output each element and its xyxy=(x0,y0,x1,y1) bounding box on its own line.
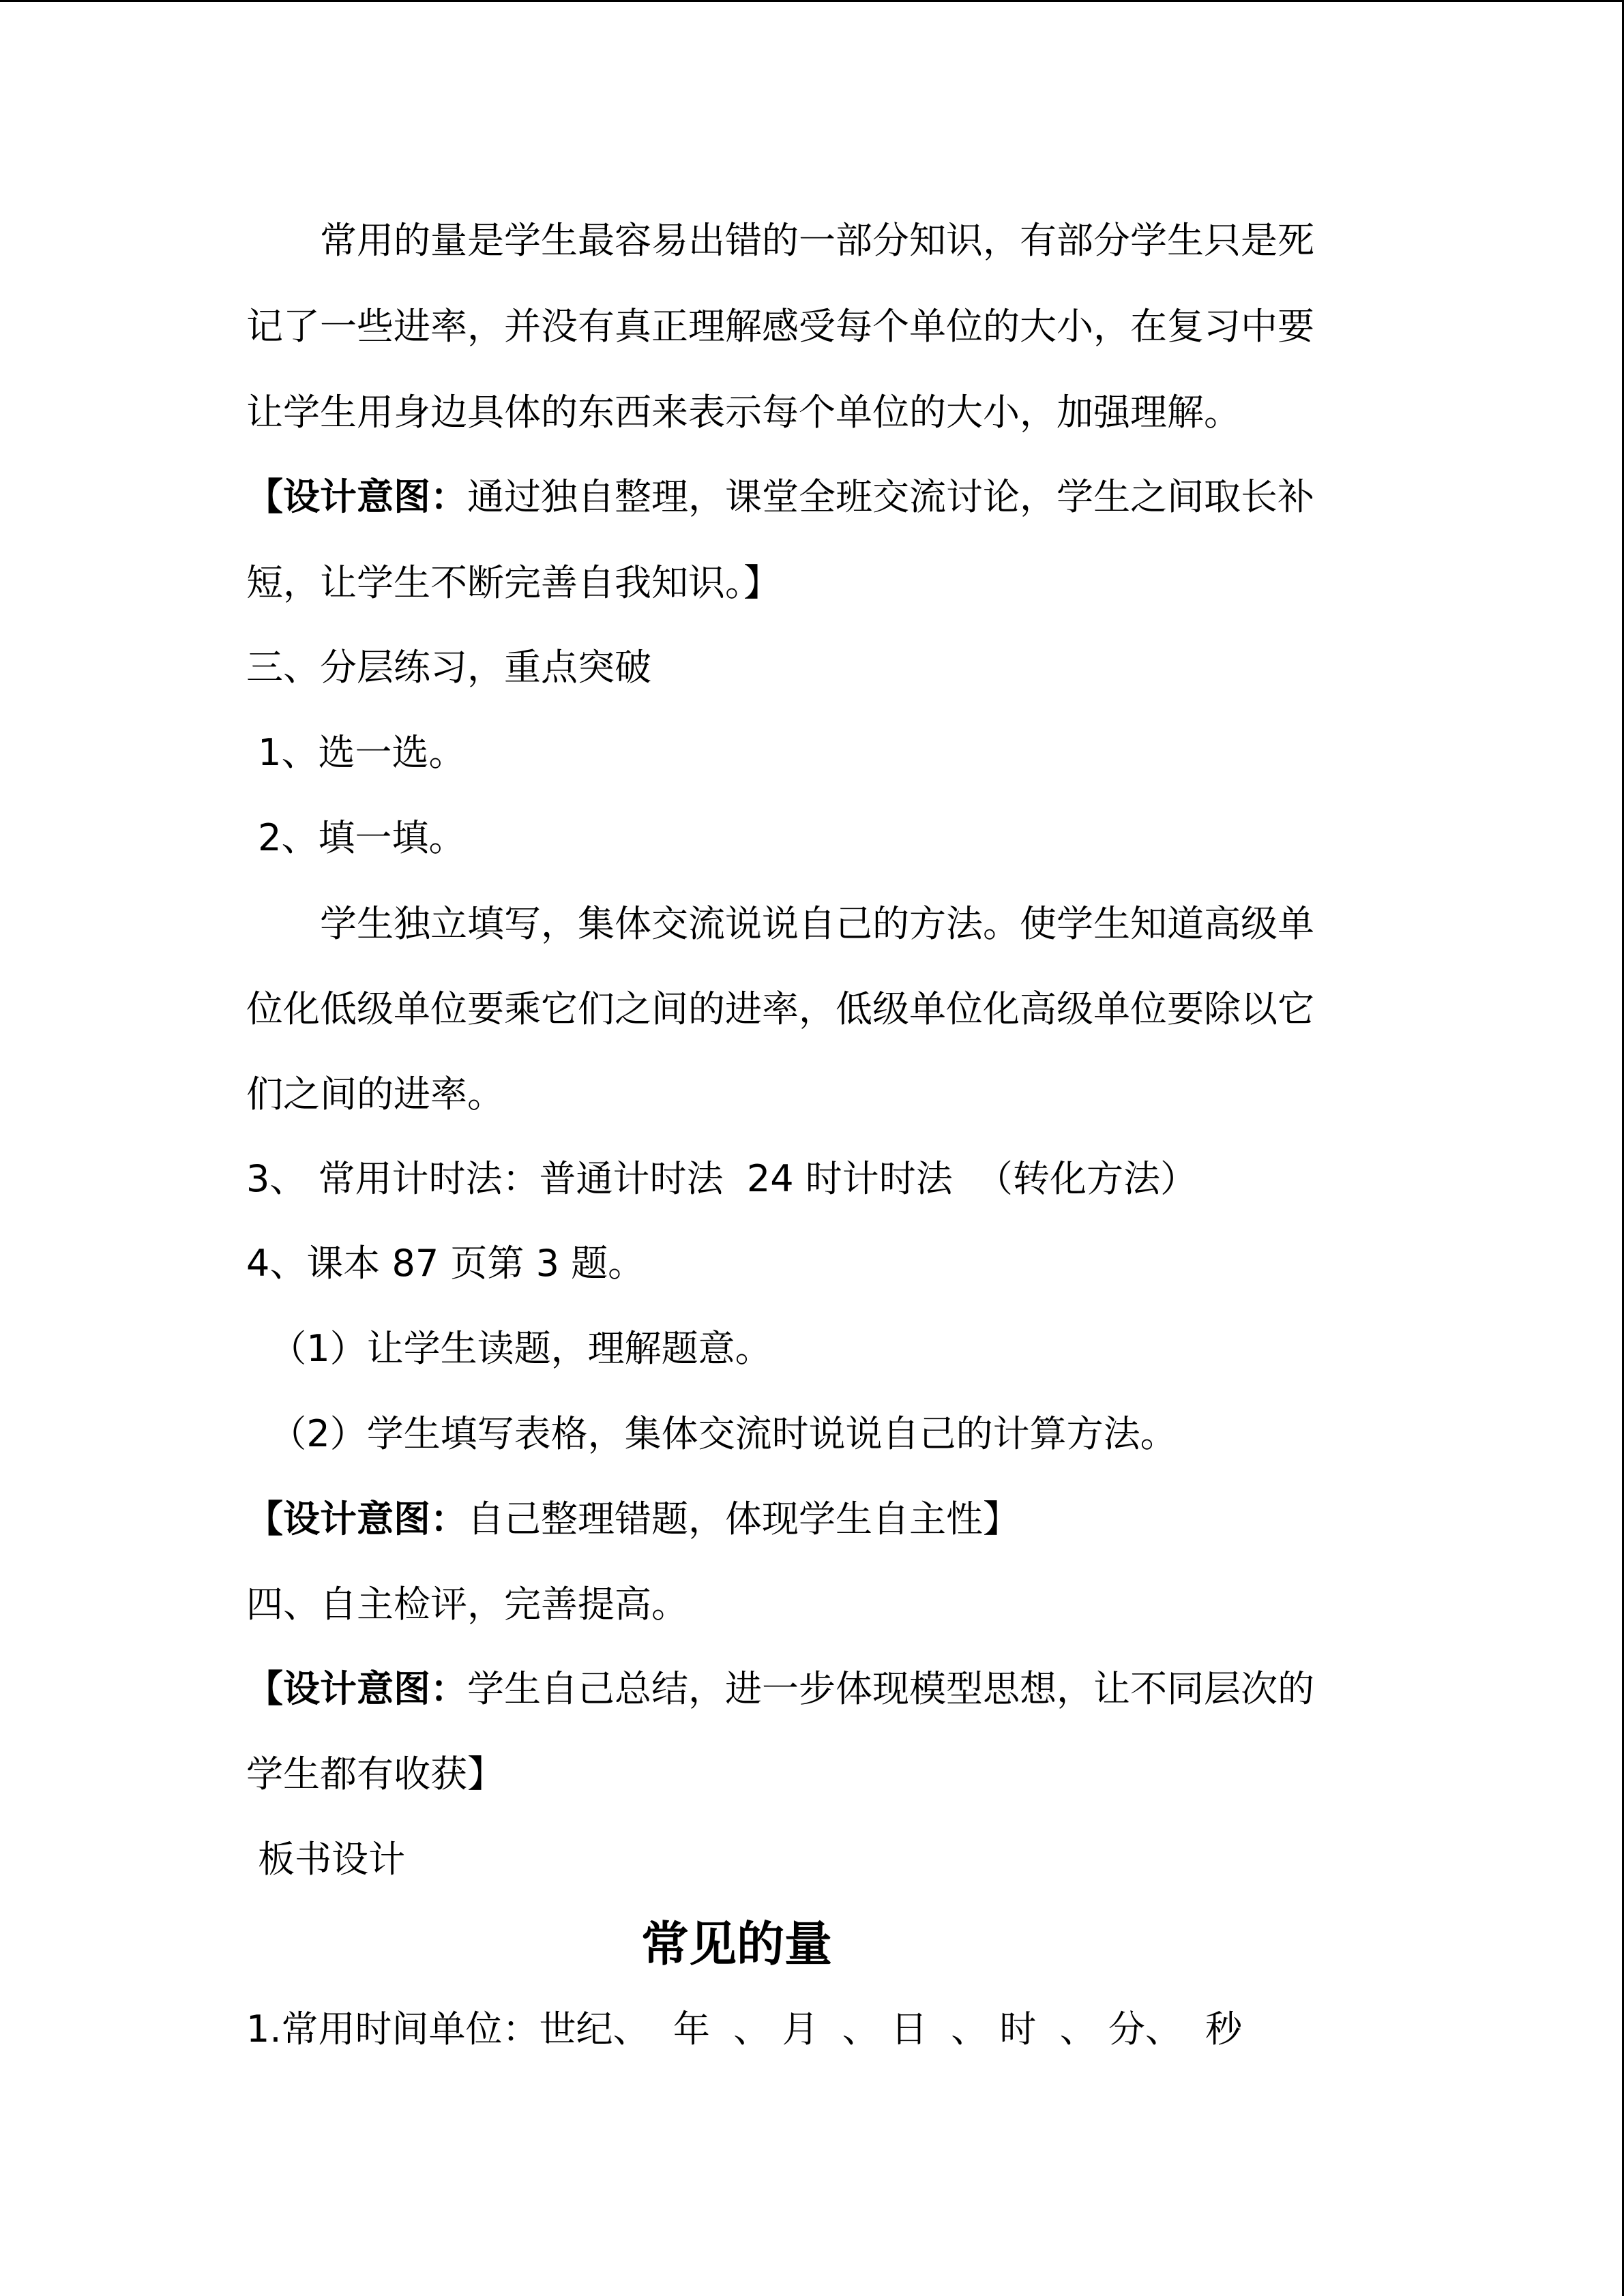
design-intent-label: 【设计意图： xyxy=(246,1667,467,1710)
section-heading: 三、分层练习，重点突破 xyxy=(246,646,651,689)
board-design-label: 板书设计 xyxy=(246,1838,406,1881)
design-intent-line xyxy=(246,1667,1365,1711)
list-item: 2、填一填。 xyxy=(246,816,466,859)
section-heading: 四、自主检评，完善提高。 xyxy=(246,1583,688,1626)
paragraph-line: 记了一些进率，并没有真正理解感受每个单位的大小，在复习中要 xyxy=(246,305,1314,348)
design-intent-text: 自己整理错题，体现学生自主性】 xyxy=(467,1497,1020,1540)
design-intent-line xyxy=(246,1497,1365,1541)
design-intent-label: 【设计意图： xyxy=(246,1497,467,1540)
design-intent-text: 学生自己总结，进一步体现模型思想，让不同层次的 xyxy=(467,1667,1314,1710)
design-intent-line: 短，让学生不断完善自我知识。】 xyxy=(246,561,780,604)
paragraph-line: 位化低级单位要乘它们之间的进率，低级单位化高级单位要除以它 xyxy=(246,987,1314,1030)
paragraph-line: 让学生用身边具体的东西来表示每个单位的大小，加强理解。 xyxy=(246,391,1241,434)
design-intent-text: 通过独自整理，课堂全班交流讨论，学生之间取长补 xyxy=(467,475,1314,518)
list-item: 3、 常用计时法：普通计时法 24 时计时法 （转化方法） xyxy=(246,1157,1198,1200)
paragraph-line: 学生独立填写，集体交流说说自己的方法。使学生知道高级单 xyxy=(246,902,1314,945)
design-intent-line xyxy=(246,475,1365,519)
paragraph-line: 常用的量是学生最容易出错的一部分知识，有部分学生只是死 xyxy=(246,219,1314,262)
sub-item: （1）让学生读题，理解题意。 xyxy=(246,1327,772,1370)
design-intent-label: 【设计意图： xyxy=(246,475,467,518)
board-line: 1.常用时间单位：世纪、 年 、 月 、 日 、 时 、 分、 秒 xyxy=(246,2008,1243,2051)
list-item: 1、选一选。 xyxy=(246,731,466,774)
sub-item: （2）学生填写表格，集体交流时说说自己的计算方法。 xyxy=(246,1412,1177,1455)
paragraph-line: 们之间的进率。 xyxy=(246,1073,504,1116)
design-intent-line: 学生都有收获】 xyxy=(246,1753,504,1795)
list-item: 4、课本 87 页第 3 题。 xyxy=(246,1242,645,1285)
board-title: 常见的量 xyxy=(641,1916,832,1972)
